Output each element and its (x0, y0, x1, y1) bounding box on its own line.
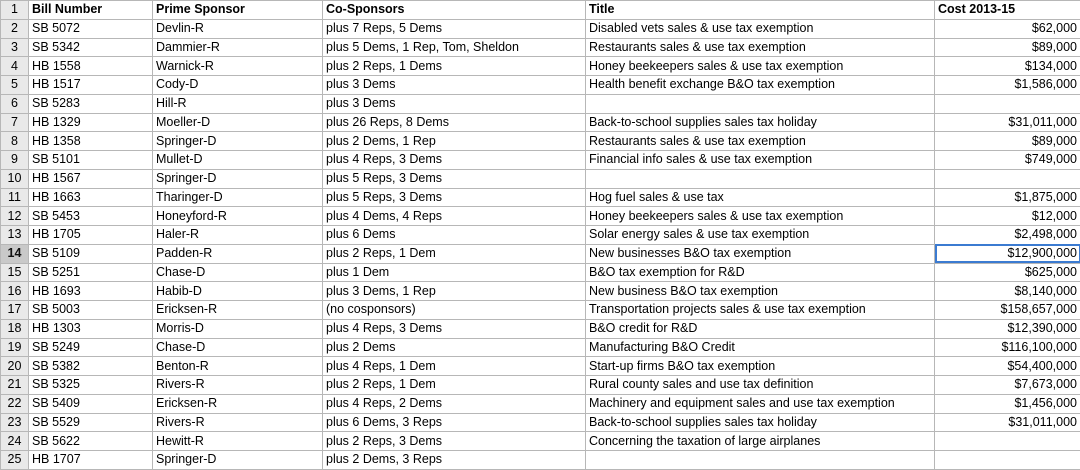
prime-sponsor-cell[interactable]: Tharinger-D (153, 188, 323, 207)
cost-cell[interactable]: $31,011,000 (935, 413, 1080, 432)
row-number[interactable]: 2 (1, 19, 29, 38)
table-row (1, 451, 1080, 470)
table-row (1, 207, 1080, 226)
bill-number-cell[interactable]: HB 1329 (29, 113, 153, 132)
table-row (1, 19, 1080, 38)
prime-sponsor-cell[interactable]: Rivers-R (153, 376, 323, 395)
row-number[interactable]: 16 (1, 282, 29, 301)
table-row (1, 113, 1080, 132)
cost-cell[interactable]: $12,900,000 (935, 244, 1080, 263)
co-sponsors-cell[interactable]: plus 2 Reps, 1 Dem (323, 376, 586, 395)
title-cell[interactable]: Rural county sales and use tax definition (586, 376, 935, 395)
bill-number-cell[interactable]: SB 5325 (29, 376, 153, 395)
bill-number-cell[interactable]: SB 5342 (29, 38, 153, 57)
cost-cell[interactable]: $54,400,000 (935, 357, 1080, 376)
table-row (1, 282, 1080, 301)
prime-sponsor-cell[interactable]: Morris-D (153, 319, 323, 338)
table-row (1, 357, 1080, 376)
title-cell[interactable]: Honey beekeepers sales & use tax exemption (586, 57, 935, 76)
cost-cell[interactable]: $89,000 (935, 132, 1080, 151)
cost-cell[interactable]: $12,000 (935, 207, 1080, 226)
bill-number-cell[interactable]: SB 5409 (29, 394, 153, 413)
co-sponsors-cell[interactable]: plus 4 Reps, 2 Dems (323, 394, 586, 413)
title-cell[interactable]: B&O tax exemption for R&D (586, 263, 935, 282)
table-row (1, 432, 1080, 451)
co-sponsors-cell[interactable]: plus 2 Reps, 1 Dems (323, 57, 586, 76)
co-sponsors-cell[interactable]: plus 3 Dems (323, 94, 586, 113)
bill-number-cell[interactable]: SB 5529 (29, 413, 153, 432)
cost-cell[interactable]: $116,100,000 (935, 338, 1080, 357)
prime-sponsor-cell[interactable]: Springer-D (153, 451, 323, 470)
cost-cell[interactable]: $1,456,000 (935, 394, 1080, 413)
bill-number-cell[interactable]: HB 1303 (29, 319, 153, 338)
cost-cell[interactable] (935, 451, 1080, 470)
table-row (1, 188, 1080, 207)
cost-cell[interactable]: $8,140,000 (935, 282, 1080, 301)
title-cell[interactable]: Restaurants sales & use tax exemption (586, 38, 935, 57)
co-sponsors-cell[interactable]: plus 5 Reps, 3 Dems (323, 188, 586, 207)
bill-number-cell[interactable]: SB 5003 (29, 301, 153, 320)
cost-cell[interactable]: $1,586,000 (935, 76, 1080, 95)
cost-cell[interactable]: $62,000 (935, 19, 1080, 38)
row-number[interactable]: 10 (1, 169, 29, 188)
title-cell[interactable]: Hog fuel sales & use tax (586, 188, 935, 207)
row-number[interactable]: 17 (1, 301, 29, 320)
bill-number-cell[interactable]: SB 5453 (29, 207, 153, 226)
header-co-sponsors[interactable]: Co-Sponsors (323, 1, 586, 20)
row-number[interactable]: 6 (1, 94, 29, 113)
table-row (1, 94, 1080, 113)
bill-number-cell[interactable]: SB 5101 (29, 151, 153, 170)
co-sponsors-cell[interactable]: plus 5 Dems, 1 Rep, Tom, Sheldon (323, 38, 586, 57)
header-row (1, 1, 1080, 20)
cost-cell[interactable]: $2,498,000 (935, 226, 1080, 245)
cost-cell[interactable]: $134,000 (935, 57, 1080, 76)
table-row (1, 394, 1080, 413)
prime-sponsor-cell[interactable]: Cody-D (153, 76, 323, 95)
bill-number-cell[interactable]: HB 1693 (29, 282, 153, 301)
cost-cell[interactable]: $625,000 (935, 263, 1080, 282)
prime-sponsor-cell[interactable]: Ericksen-R (153, 301, 323, 320)
co-sponsors-cell[interactable]: plus 2 Reps, 1 Dem (323, 244, 586, 263)
title-cell[interactable]: B&O credit for R&D (586, 319, 935, 338)
row-number[interactable]: 25 (1, 451, 29, 470)
prime-sponsor-cell[interactable]: Chase-D (153, 263, 323, 282)
co-sponsors-cell[interactable]: (no cosponsors) (323, 301, 586, 320)
title-cell[interactable]: Disabled vets sales & use tax exemption (586, 19, 935, 38)
table-row (1, 57, 1080, 76)
prime-sponsor-cell[interactable]: Warnick-R (153, 57, 323, 76)
header-bill-number[interactable]: Bill Number (29, 1, 153, 20)
row-number[interactable]: 23 (1, 413, 29, 432)
title-cell[interactable]: Start-up firms B&O tax exemption (586, 357, 935, 376)
bill-number-cell[interactable]: SB 5251 (29, 263, 153, 282)
bill-number-cell[interactable]: HB 1358 (29, 132, 153, 151)
bill-number-cell[interactable]: SB 5283 (29, 94, 153, 113)
prime-sponsor-cell[interactable]: Hewitt-R (153, 432, 323, 451)
title-cell[interactable]: Restaurants sales & use tax exemption (586, 132, 935, 151)
cost-cell[interactable] (935, 94, 1080, 113)
title-cell[interactable]: Health benefit exchange B&O tax exemption (586, 76, 935, 95)
table-row (1, 76, 1080, 95)
table-row (1, 301, 1080, 320)
cost-cell[interactable]: $7,673,000 (935, 376, 1080, 395)
row-number[interactable]: 18 (1, 319, 29, 338)
row-number[interactable]: 20 (1, 357, 29, 376)
prime-sponsor-cell[interactable]: Moeller-D (153, 113, 323, 132)
title-cell[interactable]: Manufacturing B&O Credit (586, 338, 935, 357)
bill-number-cell[interactable]: SB 5382 (29, 357, 153, 376)
prime-sponsor-cell[interactable]: Mullet-D (153, 151, 323, 170)
cost-cell[interactable]: $158,657,000 (935, 301, 1080, 320)
prime-sponsor-cell[interactable]: Springer-D (153, 169, 323, 188)
title-cell[interactable]: Back-to-school supplies sales tax holiday (586, 413, 935, 432)
cost-cell[interactable]: $89,000 (935, 38, 1080, 57)
table-row (1, 338, 1080, 357)
co-sponsors-cell[interactable]: plus 4 Reps, 3 Dems (323, 319, 586, 338)
cost-cell[interactable] (935, 432, 1080, 451)
co-sponsors-cell[interactable]: plus 2 Dems, 1 Rep (323, 132, 586, 151)
co-sponsors-cell[interactable]: plus 2 Reps, 3 Dems (323, 432, 586, 451)
prime-sponsor-cell[interactable]: Hill-R (153, 94, 323, 113)
bill-number-cell[interactable]: SB 5249 (29, 338, 153, 357)
title-cell[interactable]: Machinery and equipment sales and use tax exemption (586, 394, 935, 413)
table-row (1, 132, 1080, 151)
cost-cell[interactable]: $749,000 (935, 151, 1080, 170)
prime-sponsor-cell[interactable]: Benton-R (153, 357, 323, 376)
co-sponsors-cell[interactable]: plus 4 Reps, 1 Dem (323, 357, 586, 376)
row-number[interactable]: 8 (1, 132, 29, 151)
co-sponsors-cell[interactable]: plus 7 Reps, 5 Dems (323, 19, 586, 38)
row-number[interactable]: 13 (1, 226, 29, 245)
co-sponsors-cell[interactable]: plus 2 Dems (323, 338, 586, 357)
co-sponsors-cell[interactable]: plus 3 Dems (323, 76, 586, 95)
table-row (1, 151, 1080, 170)
row-number[interactable]: 9 (1, 151, 29, 170)
co-sponsors-cell[interactable]: plus 1 Dem (323, 263, 586, 282)
title-cell[interactable]: Back-to-school supplies sales tax holiday (586, 113, 935, 132)
row-number[interactable]: 1 (1, 1, 29, 20)
title-cell[interactable]: Honey beekeepers sales & use tax exemption (586, 207, 935, 226)
prime-sponsor-cell[interactable]: Honeyford-R (153, 207, 323, 226)
co-sponsors-cell[interactable]: plus 5 Reps, 3 Dems (323, 169, 586, 188)
bill-number-cell[interactable]: HB 1567 (29, 169, 153, 188)
row-number[interactable]: 21 (1, 376, 29, 395)
title-cell[interactable]: Financial info sales & use tax exemption (586, 151, 935, 170)
cost-cell[interactable] (935, 169, 1080, 188)
title-cell[interactable] (586, 169, 935, 188)
cost-cell[interactable]: $31,011,000 (935, 113, 1080, 132)
prime-sponsor-cell[interactable]: Dammier-R (153, 38, 323, 57)
prime-sponsor-cell[interactable]: Haler-R (153, 226, 323, 245)
cost-cell[interactable]: $1,875,000 (935, 188, 1080, 207)
row-number[interactable]: 5 (1, 76, 29, 95)
row-number[interactable]: 14 (1, 244, 29, 263)
table-row (1, 169, 1080, 188)
bill-number-cell[interactable]: HB 1705 (29, 226, 153, 245)
cost-cell[interactable]: $12,390,000 (935, 319, 1080, 338)
row-number[interactable]: 19 (1, 338, 29, 357)
title-cell[interactable]: Concerning the taxation of large airplanes (586, 432, 935, 451)
table-row (1, 376, 1080, 395)
co-sponsors-cell[interactable]: plus 4 Reps, 3 Dems (323, 151, 586, 170)
row-number[interactable]: 12 (1, 207, 29, 226)
co-sponsors-cell[interactable]: plus 6 Dems, 3 Reps (323, 413, 586, 432)
row-number[interactable]: 7 (1, 113, 29, 132)
prime-sponsor-cell[interactable]: Padden-R (153, 244, 323, 263)
header-prime-sponsor[interactable]: Prime Sponsor (153, 1, 323, 20)
table-row (1, 263, 1080, 282)
co-sponsors-cell[interactable]: plus 3 Dems, 1 Rep (323, 282, 586, 301)
title-cell[interactable]: Solar energy sales & use tax exemption (586, 226, 935, 245)
row-number[interactable]: 3 (1, 38, 29, 57)
prime-sponsor-cell[interactable]: Rivers-R (153, 413, 323, 432)
table-row (1, 413, 1080, 432)
table-row (1, 244, 1080, 263)
prime-sponsor-cell[interactable]: Springer-D (153, 132, 323, 151)
prime-sponsor-cell[interactable]: Chase-D (153, 338, 323, 357)
bill-number-cell[interactable]: HB 1517 (29, 76, 153, 95)
bill-number-cell[interactable]: SB 5072 (29, 19, 153, 38)
row-number[interactable]: 11 (1, 188, 29, 207)
bill-number-cell[interactable]: SB 5109 (29, 244, 153, 263)
table-row (1, 38, 1080, 57)
title-cell[interactable]: New businesses B&O tax exemption (586, 244, 935, 263)
header-title[interactable]: Title (586, 1, 935, 20)
prime-sponsor-cell[interactable]: Habib-D (153, 282, 323, 301)
title-cell[interactable] (586, 451, 935, 470)
prime-sponsor-cell[interactable]: Devlin-R (153, 19, 323, 38)
table-row (1, 319, 1080, 338)
bill-number-cell[interactable]: HB 1707 (29, 451, 153, 470)
title-cell[interactable] (586, 94, 935, 113)
co-sponsors-cell[interactable]: plus 26 Reps, 8 Dems (323, 113, 586, 132)
row-number[interactable]: 22 (1, 394, 29, 413)
title-cell[interactable]: New business B&O tax exemption (586, 282, 935, 301)
header-cost[interactable]: Cost 2013-15 (935, 1, 1080, 20)
bill-number-cell[interactable]: SB 5622 (29, 432, 153, 451)
row-number[interactable]: 24 (1, 432, 29, 451)
title-cell[interactable]: Transportation projects sales & use tax exemption (586, 301, 935, 320)
prime-sponsor-cell[interactable]: Ericksen-R (153, 394, 323, 413)
co-sponsors-cell[interactable]: plus 2 Dems, 3 Reps (323, 451, 586, 470)
bill-number-cell[interactable]: HB 1663 (29, 188, 153, 207)
row-number[interactable]: 15 (1, 263, 29, 282)
bill-number-cell[interactable]: HB 1558 (29, 57, 153, 76)
co-sponsors-cell[interactable]: plus 4 Dems, 4 Reps (323, 207, 586, 226)
row-number[interactable]: 4 (1, 57, 29, 76)
co-sponsors-cell[interactable]: plus 6 Dems (323, 226, 586, 245)
table-row (1, 226, 1080, 245)
